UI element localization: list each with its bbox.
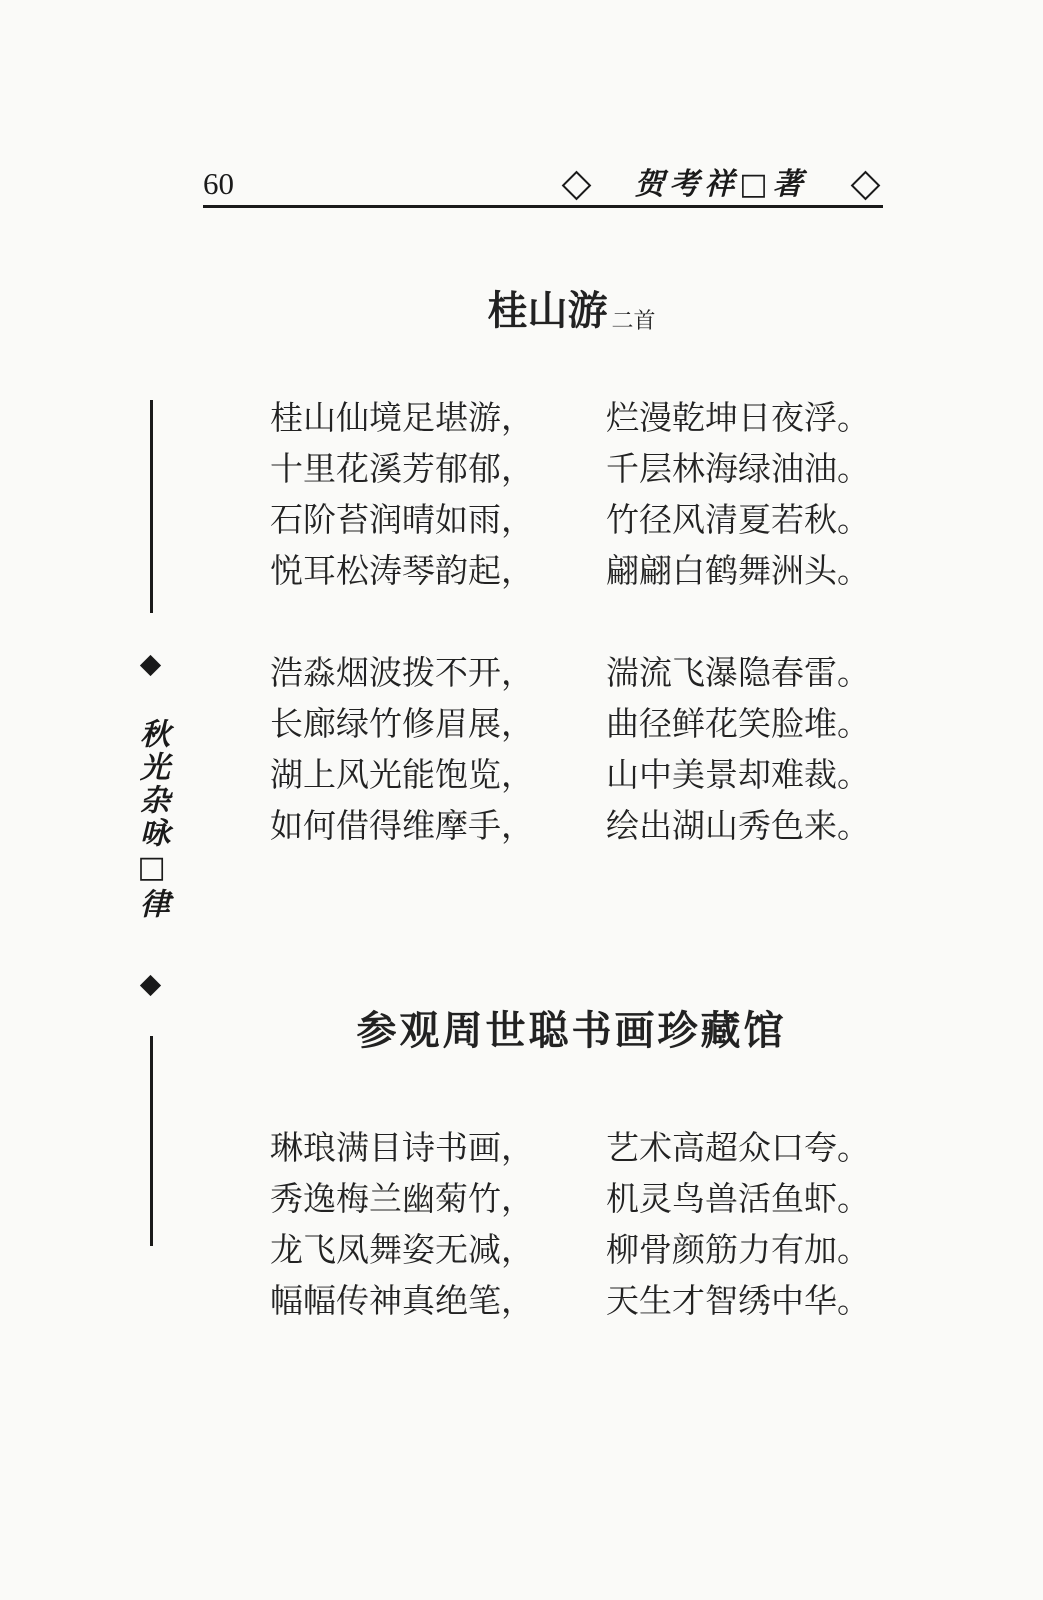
line-second-half: 湍流飞瀑隐春雷。 [606,653,870,692]
line-second-half: 竹径风清夏若秋。 [606,500,870,539]
line-second-half: 翩翩白鹤舞洲头。 [606,551,870,590]
poem-line [270,1171,890,1222]
header-divider [203,205,883,208]
side-rule-top [150,400,153,613]
poem-line [270,1222,890,1273]
line-second-half: 曲径鲜花笑脸堆。 [606,704,870,743]
running-header [560,167,882,203]
side-rule-bottom [150,1036,153,1246]
line-first-half: 浩淼烟波拨不开， [270,653,534,692]
author-credit: 贺考祥□著 [634,167,808,202]
line-first-half: 幅幅传神真绝笔， [270,1281,534,1320]
line-second-half: 千层林海绿油油。 [606,449,870,488]
poem-line [270,543,890,594]
line-first-half: 悦耳松涛琴韵起， [270,551,534,590]
poem-line [270,747,890,798]
poem-line [270,696,890,747]
poem-line [270,390,890,441]
poem-line [270,1120,890,1171]
poem-line [270,798,890,849]
open-diamond-icon [851,170,881,200]
stanza [270,645,890,849]
poem-line [270,1273,890,1324]
poem-title [0,286,1043,347]
line-first-half: 秀逸梅兰幽菊竹， [270,1179,534,1218]
line-second-half: 艺术高超众口夸。 [606,1128,870,1167]
line-second-half: 绘出湖山秀色来。 [606,806,870,845]
side-book-title: 秋光杂咏□律 [134,718,169,921]
line-first-half: 桂山仙境足堪游， [270,398,534,437]
line-second-half: 柳骨颜筋力有加。 [606,1230,870,1269]
line-first-half: 琳琅满目诗书画， [270,1128,534,1167]
line-first-half: 如何借得维摩手， [270,806,534,845]
line-first-half: 十里花溪芳郁郁， [270,449,534,488]
line-first-half: 石阶苔润晴如雨， [270,500,534,539]
line-second-half: 山中美景却难裁。 [606,755,870,794]
open-diamond-icon [562,170,592,200]
poem-title-text: 桂山游 [487,288,608,334]
poem-line [270,492,890,543]
stanza [270,390,890,594]
poem-line [270,441,890,492]
stanza [270,1120,890,1324]
solid-diamond-icon [140,655,161,676]
poem-subtitle: 二首 [611,309,656,334]
line-first-half: 龙飞凤舞姿无减， [270,1230,534,1269]
line-first-half: 湖上风光能饱览， [270,755,534,794]
line-first-half: 长廊绿竹修眉展， [270,704,534,743]
page-number: 60 [203,166,234,201]
solid-diamond-icon [140,975,161,996]
line-second-half: 天生才智绣中华。 [606,1281,870,1320]
line-second-half: 机灵鸟兽活鱼虾。 [606,1179,870,1218]
poem-title: 参观周世聪书画珍藏馆 [356,1008,787,1054]
line-second-half: 烂漫乾坤日夜浮。 [606,398,870,437]
poem-line [270,645,890,696]
